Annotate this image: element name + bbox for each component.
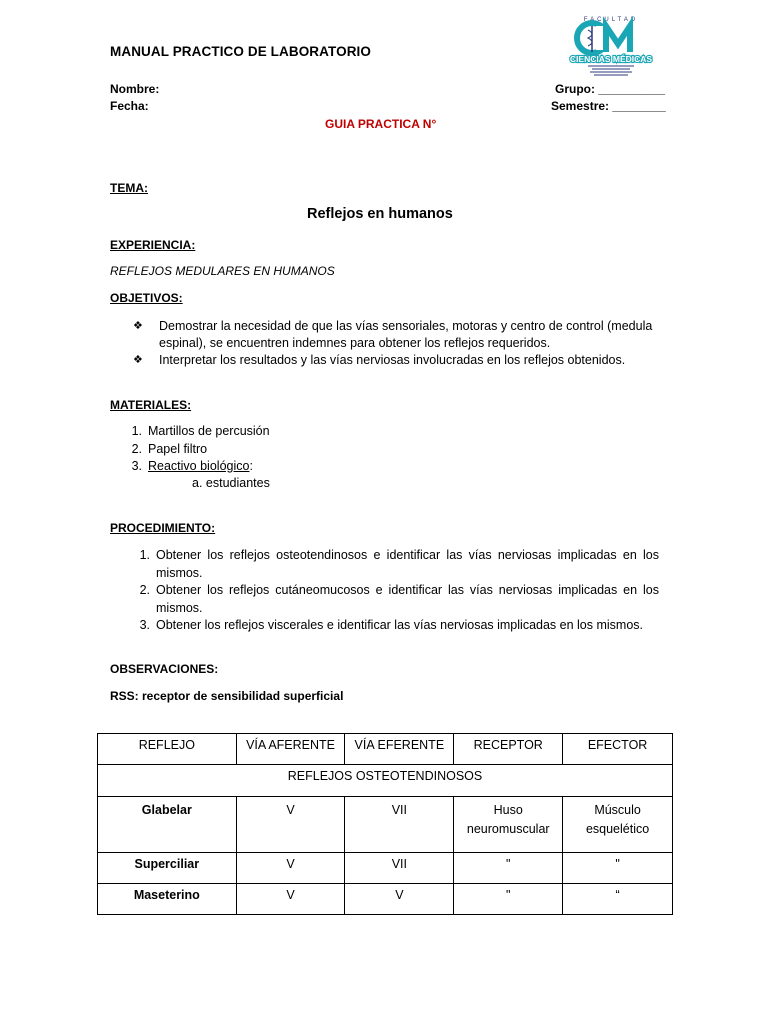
procedimiento-item: 3. Obtener los reflejos viscerales e identificar las vías nerviosas implicadas en los mismos. bbox=[139, 618, 643, 632]
procedimiento-label: PROCEDIMIENTO: bbox=[110, 521, 216, 535]
eferente-cell: VII bbox=[345, 853, 454, 884]
efector-cell: “ bbox=[563, 884, 673, 915]
efector-cell: Músculo esquelético bbox=[563, 797, 673, 853]
material-item: 3. Reactivo biológico: bbox=[131, 459, 253, 473]
aferente-cell: V bbox=[236, 884, 345, 915]
table-row bbox=[98, 884, 673, 915]
tema-label: TEMA: bbox=[110, 181, 148, 195]
faculty-logo-graphic bbox=[568, 14, 654, 78]
document-title: MANUAL PRACTICO DE LABORATORIO bbox=[110, 44, 371, 59]
column-header: REFLEJO bbox=[98, 734, 237, 765]
reflex-table bbox=[97, 733, 673, 915]
materiales-label: MATERIALES: bbox=[110, 398, 192, 412]
receptor-cell: " bbox=[454, 853, 563, 884]
bullet-diamond-icon: ❖ bbox=[133, 320, 143, 332]
table-section-row bbox=[98, 765, 673, 797]
observaciones-label: OBSERVACIONES: bbox=[110, 662, 219, 676]
objetivo-item: ❖ Demostrar la necesidad de que las vías sensoriales, motoras y centro de control (medula espinal), se encuentren indemnes para obtener los reflejos requeridos. bbox=[133, 319, 653, 350]
eferente-cell: VII bbox=[345, 797, 454, 853]
reflejo-cell: Glabelar bbox=[98, 797, 237, 853]
receptor-cell: Huso neuromuscular bbox=[454, 797, 563, 853]
objetivo-item: ❖ Interpretar los resultados y las vías nerviosas involucradas en los reflejos obtenidos. bbox=[133, 353, 626, 367]
column-header: VÍA AFERENTE bbox=[236, 734, 345, 765]
experiencia-label: EXPERIENCIA: bbox=[110, 238, 196, 252]
grupo-label: Grupo: __________ bbox=[555, 82, 666, 96]
fecha-label: Fecha: bbox=[110, 99, 149, 113]
aferente-cell: V bbox=[236, 797, 345, 853]
objetivos-list bbox=[133, 318, 660, 369]
material-sub-item: a. estudiantes bbox=[192, 476, 270, 490]
reflejo-cell: Superciliar bbox=[98, 853, 237, 884]
semestre-label: Semestre: ________ bbox=[551, 99, 666, 113]
section-title: REFLEJOS OSTEOTENDINOSOS bbox=[98, 765, 673, 797]
guia-practica-label: GUIA PRACTICA N° bbox=[325, 117, 437, 131]
efector-cell: " bbox=[563, 853, 673, 884]
column-header: VÍA EFERENTE bbox=[345, 734, 454, 765]
eferente-cell: V bbox=[345, 884, 454, 915]
faculty-logo bbox=[568, 14, 654, 78]
bullet-diamond-icon: ❖ bbox=[133, 354, 143, 366]
table-header-row bbox=[98, 734, 673, 765]
logo-name: CIENCIAS MÉDICAS bbox=[569, 54, 653, 64]
table-row bbox=[98, 853, 673, 884]
column-header: EFECTOR bbox=[563, 734, 673, 765]
rss-note: RSS: receptor de sensibilidad superficial bbox=[110, 689, 344, 703]
table-row bbox=[98, 797, 673, 853]
experiencia-text: REFLEJOS MEDULARES EN HUMANOS bbox=[110, 264, 335, 278]
materiales-list bbox=[124, 423, 544, 476]
material-item: 2. Papel filtro bbox=[131, 441, 208, 456]
material-item: 1. Martillos de percusión bbox=[131, 424, 270, 438]
procedimiento-list bbox=[132, 547, 659, 635]
aferente-cell: V bbox=[236, 853, 345, 884]
procedimiento-item: 1. Obtener los reflejos osteotendinosos e identificar las vías nerviosas implicadas en los mismos. bbox=[139, 548, 659, 580]
objetivos-label: OBJETIVOS: bbox=[110, 291, 183, 305]
procedimiento-item: 2. Obtener los reflejos cutáneomucosos e identificar las vías nerviosas implicadas en los mismos. bbox=[139, 583, 659, 615]
nombre-label: Nombre: bbox=[110, 82, 160, 96]
receptor-cell: " bbox=[454, 884, 563, 915]
column-header: RECEPTOR bbox=[454, 734, 563, 765]
logo-arc-text: FACULTAD bbox=[583, 17, 639, 23]
tema-title: Reflejos en humanos bbox=[307, 206, 453, 222]
reflejo-cell: Maseterino bbox=[98, 884, 237, 915]
